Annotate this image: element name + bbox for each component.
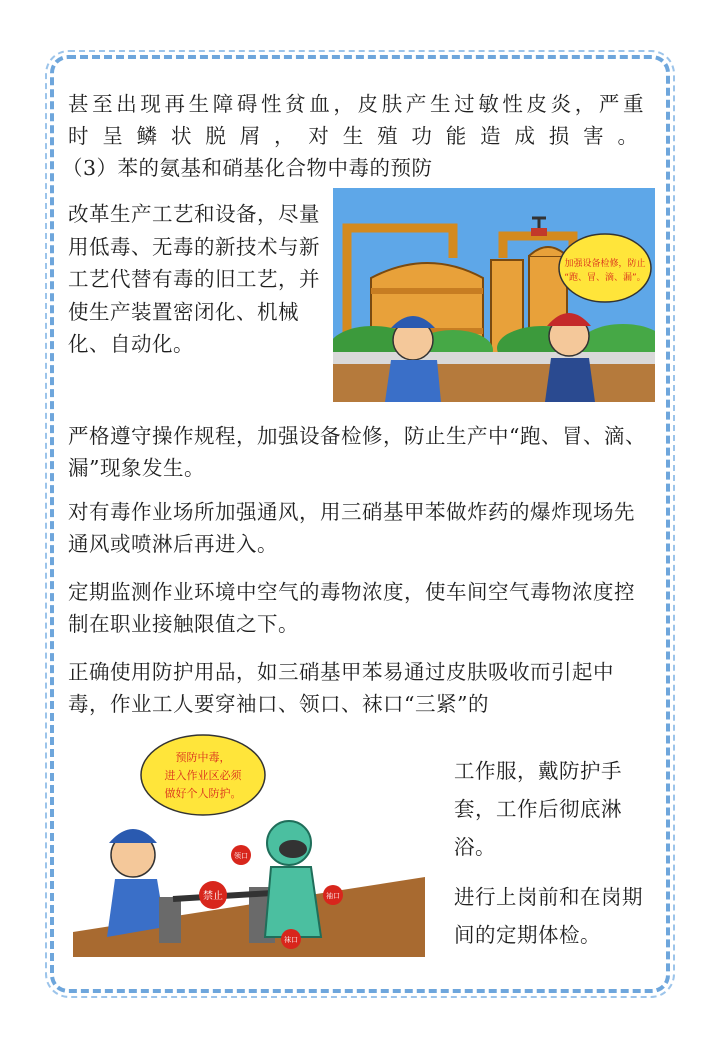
paragraph-operating-rules: 严格遵守操作规程，加强设备检修，防止生产中“跑、冒、滴、漏”现象发生。 (68, 424, 646, 480)
worker-body (385, 360, 441, 402)
worker-body (107, 879, 165, 937)
fence (333, 352, 655, 366)
bubble-text: “跑、冒、滴、漏”。 (564, 273, 646, 283)
bubble-text: 加强设备检修，防止 (564, 259, 646, 269)
valve-icon (531, 228, 547, 236)
barrier-post (159, 897, 181, 943)
paragraph-blood-skin (68, 88, 644, 152)
gas-mask-icon (279, 840, 307, 858)
paragraph-process-reform: 改革生产工艺和设备，尽量用低毒、无毒的新技术与新工艺代替有毒的旧工艺，并使生产装置密闭化、机械化、自动化。 (68, 202, 320, 356)
hazmat-suit (265, 867, 321, 937)
bubble-text: 进入作业区必须 (164, 769, 242, 782)
label-cuff: 袖口 (326, 892, 340, 900)
label-collar: 领口 (234, 852, 248, 860)
label-sock: 袜口 (284, 936, 298, 944)
paragraph-ventilation: 对有毒作业场所加强通风，用三硝基甲苯做炸药的爆炸现场先通风或喷淋后再进入。 (68, 500, 635, 556)
bubble-text: 预防中毒， (175, 751, 231, 764)
paragraph-line: 甚至出现再生障碍性贫血，皮肤产生过敏性皮炎，严重 (68, 92, 644, 116)
paragraph-health-check: 进行上岗前和在岗期间的定期体检。 (454, 885, 643, 947)
stop-sign-text: 禁止 (203, 891, 223, 902)
inspector-body (545, 358, 595, 402)
paragraph-monitoring: 定期监测作业环境中空气的毒物浓度，使车间空气毒物浓度控制在职业接触限值之下。 (68, 580, 635, 636)
paragraph-line: 时呈鳞状脱屑，对生殖功能造成损害。 (68, 124, 644, 148)
section-heading: （3）苯的氨基和硝基化合物中毒的预防 (62, 156, 433, 180)
bubble-text: 做好个人防护。 (164, 787, 242, 800)
paragraph-workwear: 工作服，戴防护手套，工作后彻底淋浴。 (454, 759, 622, 859)
factory-illustration (333, 188, 655, 402)
ground (333, 364, 655, 402)
paragraph-protective-gear: 正确使用防护用品，如三硝基甲苯易通过皮肤吸收而引起中毒，作业工人要穿袖口、领口、袜口“三紧”的 (68, 660, 614, 716)
protection-illustration (73, 727, 425, 957)
